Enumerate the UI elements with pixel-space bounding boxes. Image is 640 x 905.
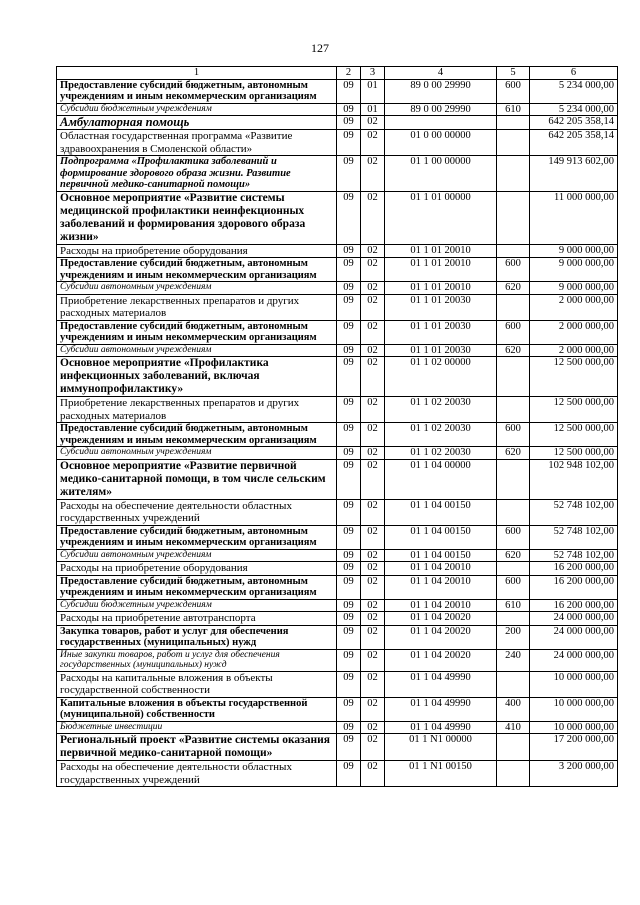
table-row — [57, 697, 618, 721]
section-code-cell: 09 — [337, 697, 361, 721]
subsection-code-cell: 02 — [361, 320, 385, 344]
section-code-cell: 09 — [337, 397, 361, 423]
section-code-cell: 09 — [337, 79, 361, 103]
section-code-cell: 09 — [337, 525, 361, 549]
amount-cell: 12 500 000,00 — [530, 397, 618, 423]
subsection-code-cell: 02 — [361, 499, 385, 525]
row-name-cell: Предоставление субсидий бюджетным, автономным учреждениям и иным некоммерческим организациям — [57, 320, 337, 344]
target-article-cell: 01 1 01 20010 — [385, 244, 497, 258]
expense-type-cell: 600 — [497, 423, 530, 447]
table-row — [57, 258, 618, 282]
section-code-cell: 09 — [337, 244, 361, 258]
section-code-cell: 09 — [337, 625, 361, 649]
table-row — [57, 549, 618, 562]
expense-type-cell — [497, 244, 530, 258]
table-row — [57, 423, 618, 447]
expense-type-cell — [497, 116, 530, 130]
subsection-code-cell: 02 — [361, 649, 385, 671]
row-name-cell: Расходы на приобретение оборудования — [57, 244, 337, 258]
expense-type-cell — [497, 397, 530, 423]
row-name-cell: Закупка товаров, работ и услуг для обеспечения государственных (муниципальных) нужд — [57, 625, 337, 649]
target-article-cell: 01 1 04 49990 — [385, 721, 497, 734]
target-article-cell: 01 1 01 00000 — [385, 191, 497, 244]
amount-cell: 10 000 000,00 — [530, 671, 618, 697]
amount-cell: 11 000 000,00 — [530, 191, 618, 244]
row-name-cell: Подпрограмма «Профилактика заболеваний и формирование здорового образа жизни. Развитие первичной медико-санитарной помощи» — [57, 156, 337, 192]
amount-cell: 149 913 602,00 — [530, 156, 618, 192]
subsection-code-cell: 02 — [361, 549, 385, 562]
subsection-code-cell: 02 — [361, 761, 385, 787]
target-article-cell: 01 1 04 00000 — [385, 459, 497, 499]
amount-cell: 16 200 000,00 — [530, 575, 618, 599]
section-code-cell: 09 — [337, 575, 361, 599]
amount-cell: 12 500 000,00 — [530, 423, 618, 447]
target-article-cell: 89 0 00 29990 — [385, 79, 497, 103]
section-code-cell: 09 — [337, 282, 361, 295]
subsection-code-cell: 02 — [361, 282, 385, 295]
expense-type-cell — [497, 734, 530, 761]
subsection-code-cell: 02 — [361, 357, 385, 397]
expense-type-cell: 620 — [497, 344, 530, 357]
table-row — [57, 671, 618, 697]
target-article-cell: 01 1 04 20020 — [385, 649, 497, 671]
row-name-cell: Капитальные вложения в объекты государственной (муниципальной) собственности — [57, 697, 337, 721]
table-row — [57, 282, 618, 295]
section-code-cell: 09 — [337, 357, 361, 397]
subsection-code-cell: 02 — [361, 734, 385, 761]
row-name-cell: Амбулаторная помощь — [57, 116, 337, 130]
budget-table-body — [57, 67, 618, 787]
amount-cell: 24 000 000,00 — [530, 612, 618, 626]
row-name-cell: Приобретение лекарственных препаратов и других расходных материалов — [57, 294, 337, 320]
table-row — [57, 79, 618, 103]
section-code-cell: 09 — [337, 191, 361, 244]
row-name-cell: Областная государственная программа «Развитие здравоохранения в Смоленской области» — [57, 130, 337, 156]
subsection-code-cell: 02 — [361, 459, 385, 499]
amount-cell: 12 500 000,00 — [530, 447, 618, 460]
table-row — [57, 116, 618, 130]
target-article-cell: 01 1 02 20030 — [385, 447, 497, 460]
table-header-row — [57, 67, 618, 80]
table-row — [57, 103, 618, 116]
row-name-cell: Расходы на обеспечение деятельности областных государственных учреждений — [57, 499, 337, 525]
row-name-cell: Бюджетные инвестиции — [57, 721, 337, 734]
section-code-cell: 09 — [337, 116, 361, 130]
amount-cell: 52 748 102,00 — [530, 549, 618, 562]
subsection-code-cell: 02 — [361, 294, 385, 320]
page-number: 127 — [311, 41, 329, 55]
subsection-code-cell: 02 — [361, 397, 385, 423]
header-cell: 6 — [530, 67, 618, 80]
amount-cell: 9 000 000,00 — [530, 258, 618, 282]
target-article-cell: 01 1 04 49990 — [385, 671, 497, 697]
section-code-cell: 09 — [337, 459, 361, 499]
section-code-cell: 09 — [337, 130, 361, 156]
expense-type-cell: 200 — [497, 625, 530, 649]
amount-cell: 24 000 000,00 — [530, 625, 618, 649]
subsection-code-cell: 02 — [361, 130, 385, 156]
target-article-cell: 01 1 04 20020 — [385, 625, 497, 649]
amount-cell: 5 234 000,00 — [530, 79, 618, 103]
header-cell: 3 — [361, 67, 385, 80]
subsection-code-cell: 02 — [361, 625, 385, 649]
subsection-code-cell: 02 — [361, 447, 385, 460]
section-code-cell: 09 — [337, 671, 361, 697]
table-row — [57, 344, 618, 357]
row-name-cell: Предоставление субсидий бюджетным, автономным учреждениям и иным некоммерческим организациям — [57, 525, 337, 549]
target-article-cell: 01 1 N1 00150 — [385, 761, 497, 787]
table-row — [57, 761, 618, 787]
expense-type-cell — [497, 499, 530, 525]
subsection-code-cell: 01 — [361, 103, 385, 116]
expense-type-cell: 600 — [497, 258, 530, 282]
target-article-cell: 01 1 01 20030 — [385, 294, 497, 320]
amount-cell: 2 000 000,00 — [530, 320, 618, 344]
row-name-cell: Расходы на капитальные вложения в объекты государственной собственности — [57, 671, 337, 697]
target-article-cell: 01 1 01 20010 — [385, 282, 497, 295]
target-article-cell — [385, 116, 497, 130]
table-row — [57, 625, 618, 649]
expense-type-cell: 410 — [497, 721, 530, 734]
table-row — [57, 397, 618, 423]
row-name-cell: Расходы на обеспечение деятельности областных государственных учреждений — [57, 761, 337, 787]
target-article-cell: 01 1 01 20030 — [385, 344, 497, 357]
budget-table — [56, 66, 618, 787]
section-code-cell: 09 — [337, 423, 361, 447]
target-article-cell: 01 1 04 20010 — [385, 599, 497, 612]
subsection-code-cell: 02 — [361, 191, 385, 244]
table-row — [57, 294, 618, 320]
section-code-cell: 09 — [337, 344, 361, 357]
expense-type-cell: 620 — [497, 447, 530, 460]
subsection-code-cell: 02 — [361, 721, 385, 734]
section-code-cell: 09 — [337, 549, 361, 562]
amount-cell: 9 000 000,00 — [530, 244, 618, 258]
section-code-cell: 09 — [337, 721, 361, 734]
expense-type-cell: 600 — [497, 525, 530, 549]
target-article-cell: 01 1 02 20030 — [385, 423, 497, 447]
expense-type-cell: 610 — [497, 103, 530, 116]
section-code-cell: 09 — [337, 562, 361, 576]
subsection-code-cell: 02 — [361, 423, 385, 447]
amount-cell: 52 748 102,00 — [530, 525, 618, 549]
table-row — [57, 721, 618, 734]
table-row — [57, 244, 618, 258]
header-cell: 4 — [385, 67, 497, 80]
target-article-cell: 01 1 00 00000 — [385, 156, 497, 192]
target-article-cell: 01 1 04 00150 — [385, 549, 497, 562]
amount-cell: 5 234 000,00 — [530, 103, 618, 116]
table-row — [57, 575, 618, 599]
table-row — [57, 357, 618, 397]
subsection-code-cell: 02 — [361, 697, 385, 721]
table-row — [57, 649, 618, 671]
target-article-cell: 01 1 N1 00000 — [385, 734, 497, 761]
subsection-code-cell: 02 — [361, 244, 385, 258]
target-article-cell: 01 1 02 20030 — [385, 397, 497, 423]
row-name-cell: Субсидии бюджетным учреждениям — [57, 599, 337, 612]
expense-type-cell — [497, 156, 530, 192]
target-article-cell: 01 1 04 20020 — [385, 612, 497, 626]
expense-type-cell — [497, 191, 530, 244]
amount-cell: 3 200 000,00 — [530, 761, 618, 787]
expense-type-cell — [497, 294, 530, 320]
row-name-cell: Субсидии автономным учреждениям — [57, 344, 337, 357]
subsection-code-cell: 02 — [361, 671, 385, 697]
header-cell: 2 — [337, 67, 361, 80]
subsection-code-cell: 02 — [361, 599, 385, 612]
expense-type-cell — [497, 761, 530, 787]
row-name-cell: Иные закупки товаров, работ и услуг для обеспечения государственных (муниципальных) нужд — [57, 649, 337, 671]
row-name-cell: Предоставление субсидий бюджетным, автономным учреждениям и иным некоммерческим организациям — [57, 79, 337, 103]
table-row — [57, 499, 618, 525]
amount-cell: 642 205 358,14 — [530, 116, 618, 130]
section-code-cell: 09 — [337, 761, 361, 787]
row-name-cell: Основное мероприятие «Развитие первичной медико-санитарной помощи, в том числе сельским жителям» — [57, 459, 337, 499]
table-row — [57, 459, 618, 499]
expense-type-cell: 620 — [497, 549, 530, 562]
table-row — [57, 599, 618, 612]
table-row — [57, 447, 618, 460]
amount-cell: 2 000 000,00 — [530, 294, 618, 320]
amount-cell: 16 200 000,00 — [530, 562, 618, 576]
row-name-cell: Предоставление субсидий бюджетным, автономным учреждениям и иным некоммерческим организациям — [57, 423, 337, 447]
amount-cell: 52 748 102,00 — [530, 499, 618, 525]
expense-type-cell — [497, 459, 530, 499]
section-code-cell: 09 — [337, 156, 361, 192]
expense-type-cell: 600 — [497, 575, 530, 599]
table-row — [57, 130, 618, 156]
subsection-code-cell: 02 — [361, 525, 385, 549]
section-code-cell: 09 — [337, 447, 361, 460]
expense-type-cell: 610 — [497, 599, 530, 612]
target-article-cell: 01 1 04 00150 — [385, 525, 497, 549]
expense-type-cell — [497, 612, 530, 626]
row-name-cell: Предоставление субсидий бюджетным, автономным учреждениям и иным некоммерческим организациям — [57, 575, 337, 599]
row-name-cell: Основное мероприятие «Профилактика инфекционных заболеваний, включая иммунопрофилактику» — [57, 357, 337, 397]
row-name-cell: Субсидии автономным учреждениям — [57, 447, 337, 460]
target-article-cell: 01 1 02 00000 — [385, 357, 497, 397]
expense-type-cell — [497, 671, 530, 697]
table-row — [57, 612, 618, 626]
amount-cell: 10 000 000,00 — [530, 697, 618, 721]
row-name-cell: Расходы на приобретение автотранспорта — [57, 612, 337, 626]
subsection-code-cell: 02 — [361, 562, 385, 576]
target-article-cell: 01 1 04 00150 — [385, 499, 497, 525]
row-name-cell: Приобретение лекарственных препаратов и других расходных материалов — [57, 397, 337, 423]
target-article-cell: 01 1 01 20030 — [385, 320, 497, 344]
expense-type-cell: 600 — [497, 320, 530, 344]
section-code-cell: 09 — [337, 320, 361, 344]
subsection-code-cell: 02 — [361, 156, 385, 192]
table-row — [57, 525, 618, 549]
expense-type-cell: 240 — [497, 649, 530, 671]
amount-cell: 102 948 102,00 — [530, 459, 618, 499]
row-name-cell: Региональный проект «Развитие системы оказания первичной медико-санитарной помощи» — [57, 734, 337, 761]
section-code-cell: 09 — [337, 734, 361, 761]
expense-type-cell: 620 — [497, 282, 530, 295]
subsection-code-cell: 02 — [361, 612, 385, 626]
target-article-cell: 89 0 00 29990 — [385, 103, 497, 116]
row-name-cell: Расходы на приобретение оборудования — [57, 562, 337, 576]
section-code-cell: 09 — [337, 499, 361, 525]
section-code-cell: 09 — [337, 649, 361, 671]
section-code-cell: 09 — [337, 294, 361, 320]
row-name-cell: Основное мероприятие «Развитие системы медицинской профилактики неинфекционных заболеваний и формирования здорового образа жизни» — [57, 191, 337, 244]
section-code-cell: 09 — [337, 612, 361, 626]
section-code-cell: 09 — [337, 258, 361, 282]
expense-type-cell — [497, 357, 530, 397]
table-row — [57, 156, 618, 192]
row-name-cell: Субсидии автономным учреждениям — [57, 549, 337, 562]
amount-cell: 2 000 000,00 — [530, 344, 618, 357]
subsection-code-cell: 02 — [361, 116, 385, 130]
target-article-cell: 01 0 00 00000 — [385, 130, 497, 156]
expense-type-cell — [497, 562, 530, 576]
target-article-cell: 01 1 04 49990 — [385, 697, 497, 721]
subsection-code-cell: 02 — [361, 344, 385, 357]
amount-cell: 17 200 000,00 — [530, 734, 618, 761]
row-name-cell: Субсидии автономным учреждениям — [57, 282, 337, 295]
section-code-cell: 09 — [337, 599, 361, 612]
expense-type-cell: 600 — [497, 79, 530, 103]
expense-type-cell: 400 — [497, 697, 530, 721]
amount-cell: 642 205 358,14 — [530, 130, 618, 156]
amount-cell: 9 000 000,00 — [530, 282, 618, 295]
subsection-code-cell: 01 — [361, 79, 385, 103]
amount-cell: 10 000 000,00 — [530, 721, 618, 734]
row-name-cell: Предоставление субсидий бюджетным, автономным учреждениям и иным некоммерческим организациям — [57, 258, 337, 282]
header-cell: 5 — [497, 67, 530, 80]
target-article-cell: 01 1 04 20010 — [385, 575, 497, 599]
section-code-cell: 09 — [337, 103, 361, 116]
table-row — [57, 191, 618, 244]
target-article-cell: 01 1 04 20010 — [385, 562, 497, 576]
amount-cell: 16 200 000,00 — [530, 599, 618, 612]
expense-type-cell — [497, 130, 530, 156]
table-row — [57, 320, 618, 344]
amount-cell: 24 000 000,00 — [530, 649, 618, 671]
table-row — [57, 562, 618, 576]
subsection-code-cell: 02 — [361, 575, 385, 599]
amount-cell: 12 500 000,00 — [530, 357, 618, 397]
table-row — [57, 734, 618, 761]
target-article-cell: 01 1 01 20010 — [385, 258, 497, 282]
subsection-code-cell: 02 — [361, 258, 385, 282]
header-cell: 1 — [57, 67, 337, 80]
row-name-cell: Субсидии бюджетным учреждениям — [57, 103, 337, 116]
